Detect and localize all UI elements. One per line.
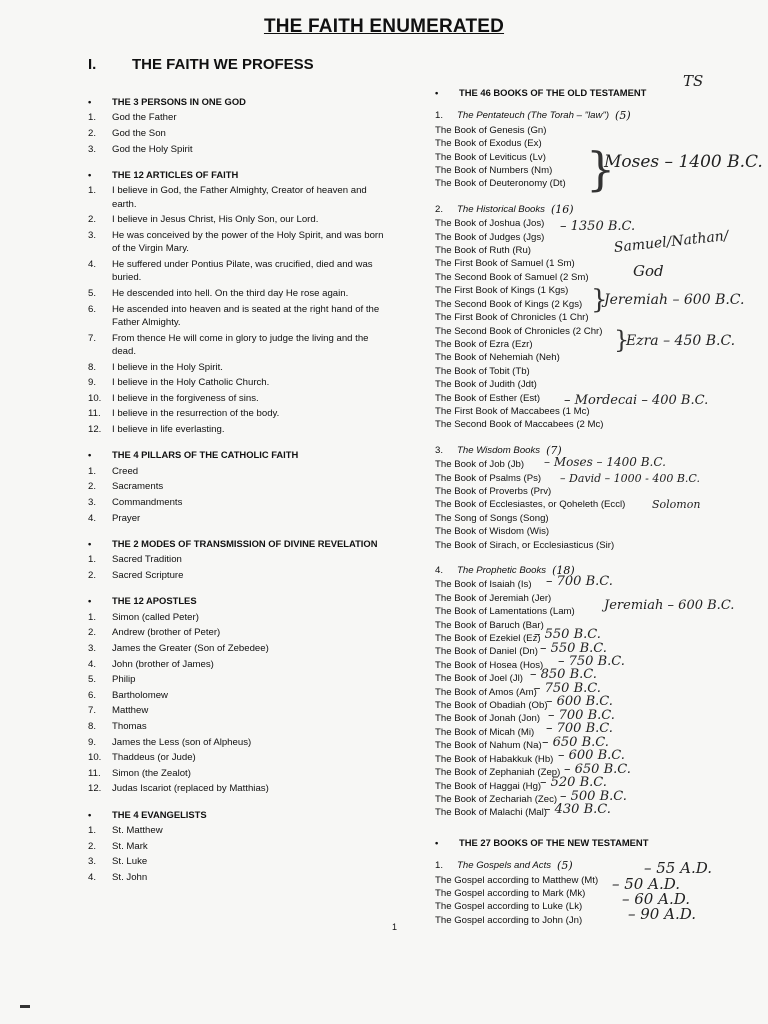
handwritten-job: – Moses – 1400 B.C. <box>544 455 666 469</box>
list-item <box>88 480 388 493</box>
page-number: 1 <box>392 922 398 932</box>
item-text: Creed <box>112 465 139 477</box>
item-text: I believe in God, the Father Almighty, Creator of heaven and earth. <box>112 185 367 210</box>
book-entry: The Book of Jeremiah (Jer) <box>435 592 552 604</box>
book-entry: The Book of Sirach, or Ecclesiasticus (Sir) <box>435 539 615 551</box>
item-text: Thaddeus (or Jude) <box>112 752 196 764</box>
item-number: 1. <box>88 112 97 124</box>
item-text: James the Less (son of Alpheus) <box>112 736 252 748</box>
item-text: I believe in Jesus Christ, His Only Son, our Lord. <box>112 214 319 226</box>
group-heading-the-4-evangelists: • THE 4 EVANGELISTS <box>88 808 207 820</box>
book-group-label: The Gospels and Acts <box>457 860 552 872</box>
item-number: 12. <box>88 423 102 435</box>
item-number: 1. <box>88 465 97 477</box>
item-number: 2. <box>88 481 97 493</box>
book-entry: The Book of Malachi (Mal) <box>435 807 547 819</box>
item-text: I believe in the forgiveness of sins. <box>112 392 259 404</box>
item-number: 9. <box>88 377 97 389</box>
item-text: He was conceived by the power of the Holy Spirit, and was born of the Virgin Mary. <box>112 230 384 255</box>
item-number: 8. <box>88 720 97 732</box>
item-text: I believe in life everlasting. <box>112 423 225 435</box>
group-list <box>88 184 388 436</box>
handwritten-mark: – 50 A.D. <box>612 875 680 893</box>
book-entry: The Book of Esther (Est) <box>435 392 541 404</box>
item-number: 4. <box>88 259 97 270</box>
group-list <box>88 824 388 884</box>
list-item <box>88 287 388 300</box>
item-text: Thomas <box>112 720 147 732</box>
item-number: 4. <box>88 871 97 883</box>
handwritten-samuel-nathan: Samuel/Nathan/ <box>613 228 730 256</box>
item-number: 1. <box>88 611 97 623</box>
book-entry: The Book of Numbers (Nm) <box>435 165 553 177</box>
book-entry: The Book of Habakkuk (Hb) <box>435 753 554 765</box>
book-group-count: (16) <box>550 202 574 216</box>
book-entry: The Book of Nehemiah (Neh) <box>435 352 560 364</box>
handwritten-john: – 90 A.D. <box>628 905 696 923</box>
item-text: Sacred Scripture <box>112 569 184 581</box>
handwritten-brace: } <box>586 142 616 196</box>
handwritten-matthew: – 55 A.D. <box>644 859 712 877</box>
scan-artifact-mark: ▬ <box>20 1000 30 1011</box>
handwritten-solomon: Solomon <box>652 498 701 511</box>
section-heading <box>88 56 314 73</box>
book-entry: The First Book of Maccabees (1 Mc) <box>435 405 590 417</box>
book-group-label: The Prophetic Books <box>457 565 547 576</box>
item-text: Commandments <box>112 496 183 508</box>
list-item <box>88 361 388 374</box>
item-number: 8. <box>88 361 97 373</box>
list-item <box>88 143 388 156</box>
item-text: I believe in the Holy Spirit. <box>112 361 223 373</box>
handwritten-isaiah: – 700 B.C. <box>546 574 613 589</box>
book-entry: The Book of Daniel (Dn) <box>435 646 538 658</box>
handwritten-amos: – 750 B.C. <box>534 681 601 696</box>
list-item <box>88 512 388 525</box>
item-number: 11. <box>88 767 101 779</box>
item-number: 1. <box>88 554 97 566</box>
item-number: 9. <box>88 736 97 748</box>
left-column <box>88 95 388 887</box>
book-entry: The Book of Psalms (Ps) <box>435 472 542 484</box>
book-entry: The Gospel according to Matthew (Mt) <box>435 874 599 886</box>
item-number: 3. <box>88 856 97 868</box>
book-entry: The Book of Judith (Jdt) <box>435 379 537 391</box>
item-text: Simon (called Peter) <box>112 611 199 623</box>
group-heading-the-12-articles-of-faith: • THE 12 ARTICLES OF FAITH <box>88 169 239 180</box>
item-number: 2. <box>88 214 97 226</box>
book-entry: The Second Book of Chronicles (2 Chr) <box>435 325 603 337</box>
section-number: I. <box>88 56 97 73</box>
list-item <box>88 258 388 285</box>
item-text: He descended into hell. On the third day He rose again. <box>112 288 349 299</box>
book-entry: The Book of Wisdom (Wis) <box>435 526 550 538</box>
book-entry: The Second Book of Kings (2 Kgs) <box>435 298 583 310</box>
list-item <box>88 782 388 795</box>
handwritten-god: God <box>633 262 664 280</box>
list-item <box>88 569 388 582</box>
item-text: Philip <box>112 674 136 686</box>
list-item <box>88 553 388 566</box>
list-item <box>88 736 388 749</box>
handwritten-micah: – 700 B.C. <box>546 721 613 736</box>
item-text: St. Luke <box>112 856 148 868</box>
handwritten-hosea: – 750 B.C. <box>558 654 625 669</box>
item-number: 10. <box>88 752 102 764</box>
list-item <box>88 642 388 655</box>
document-title: THE FAITH ENUMERATED <box>263 16 505 37</box>
list-item <box>88 184 388 211</box>
handwritten-obadiah: – 600 B.C. <box>546 694 613 709</box>
item-number: 3. <box>88 642 97 654</box>
list-item <box>88 465 388 478</box>
item-text: St. Matthew <box>112 825 163 837</box>
item-text: St. Mark <box>112 840 148 852</box>
item-text: Sacred Tradition <box>112 554 182 566</box>
handwritten-jonah: – 700 B.C. <box>548 708 615 723</box>
book-entry: The First Book of Chronicles (1 Chr) <box>435 312 589 324</box>
item-text: Bartholomew <box>112 689 168 701</box>
book-group-count: (5) <box>557 859 573 873</box>
handwritten-jeremiah-kings: Jeremiah – 600 B.C. <box>604 292 745 308</box>
item-number: 7. <box>88 705 97 717</box>
group-list <box>88 553 388 582</box>
new-testament-heading: • THE 27 BOOKS OF THE NEW TESTAMENT <box>435 836 649 848</box>
item-text: Matthew <box>112 705 149 717</box>
item-text: James the Greater (Son of Zebedee) <box>112 642 269 654</box>
item-number: 2. <box>88 569 97 581</box>
book-group-count: (5) <box>615 109 631 123</box>
item-text: God the Son <box>112 128 166 139</box>
book-group-label: The Pentateuch (The Torah – "law") <box>457 110 610 122</box>
list-item <box>88 704 388 717</box>
list-item <box>88 407 388 420</box>
handwritten-psalms: – David – 1000 - 400 B.C. <box>560 472 700 485</box>
item-number: 7. <box>88 332 97 344</box>
book-entry: The Book of Jonah (Jon) <box>435 713 541 725</box>
item-text: God the Father <box>112 112 177 124</box>
list-item <box>88 871 388 884</box>
book-entry: The Book of Ecclesiastes, or Qoheleth (Eccl) <box>435 499 626 511</box>
book-entry: The First Book of Kings (1 Kgs) <box>435 285 569 297</box>
item-text: God the Holy Spirit <box>112 143 193 155</box>
item-number: 2. <box>88 128 97 139</box>
book-entry: The Book of Zephaniah (Zep) <box>435 767 561 779</box>
old-testament-heading: • THE 46 BOOKS OF THE OLD TESTAMENT <box>435 87 647 98</box>
list-item <box>88 855 388 868</box>
item-text: I believe in the Holy Catholic Church. <box>112 377 270 389</box>
book-entry: The Book of Haggai (Hg) <box>435 780 542 792</box>
book-entry: The Book of Ruth (Ru) <box>435 245 531 257</box>
book-entry: The Book of Isaiah (Is) <box>435 579 532 591</box>
list-item <box>88 127 388 140</box>
list-item <box>88 229 388 256</box>
handwritten-zephaniah: – 650 B.C. <box>564 762 631 777</box>
list-item <box>88 673 388 686</box>
item-number: 3. <box>88 230 97 241</box>
handwritten-corner-mark: TS <box>683 72 704 90</box>
book-entry: The Book of Genesis (Gn) <box>435 124 547 136</box>
item-number: 2. <box>88 627 97 639</box>
item-text: Judas Iscariot (replaced by Matthias) <box>112 783 269 795</box>
book-entry: The Book of Exodus (Ex) <box>435 138 542 150</box>
group-heading-the-2-modes-of-transmission-of-divine-revelation: • THE 2 MODES OF TRANSMISSION OF DIVINE REVELATION <box>88 537 378 549</box>
list-item <box>88 303 388 330</box>
book-entry: The Book of Ezekiel (Ez) <box>435 633 541 645</box>
list-item <box>88 720 388 733</box>
list-item <box>88 392 388 405</box>
list-item <box>88 658 388 671</box>
item-text: He suffered under Pontius Pilate, was crucified, died and was buried. <box>112 259 373 284</box>
book-entry: The Book of Baruch (Bar) <box>435 619 544 631</box>
book-entry: The Book of Joshua (Jos) <box>435 218 545 230</box>
handwritten-ezra: Ezra – 450 B.C. <box>626 333 736 349</box>
item-number: 5. <box>88 288 97 299</box>
book-group-title <box>435 109 755 122</box>
book-group-number: 2. <box>435 203 444 215</box>
book-entry: The Second Book of Samuel (2 Sm) <box>435 271 589 283</box>
group-list <box>88 611 388 796</box>
handwritten-brace-kings: } <box>591 285 608 315</box>
item-number: 1. <box>88 825 97 837</box>
list-item <box>88 751 388 764</box>
group-list <box>88 111 388 156</box>
handwritten-zechariah: – 500 B.C. <box>560 789 627 804</box>
item-text: Simon (the Zealot) <box>112 767 191 779</box>
item-text: John (brother of James) <box>112 658 214 670</box>
item-number: 3. <box>88 143 97 155</box>
book-entry: The Gospel according to Mark (Mk) <box>435 887 586 899</box>
list-item <box>88 689 388 702</box>
book-entry: The Book of Micah (Mi) <box>435 726 535 738</box>
handwritten-daniel: – 550 B.C. <box>540 641 607 656</box>
item-number: 5. <box>88 674 97 686</box>
section-label: THE FAITH WE PROFESS <box>132 56 314 73</box>
handwritten-luke: – 60 A.D. <box>622 890 690 908</box>
handwritten-nahum: – 650 B.C. <box>542 735 609 750</box>
book-group-count: (18) <box>552 564 575 577</box>
item-number: 6. <box>88 689 97 701</box>
handwritten-mordecai: – Mordecai – 400 B.C. <box>564 393 709 408</box>
handwritten-ezekiel: – 550 B.C. <box>534 627 601 642</box>
list-item <box>88 213 388 226</box>
item-text: Andrew (brother of Peter) <box>112 627 221 639</box>
list-item <box>88 496 388 509</box>
handwritten-habakkuk: – 600 B.C. <box>558 748 625 763</box>
item-number: 4. <box>88 512 97 524</box>
book-group-label: The Wisdom Books <box>457 444 541 456</box>
book-entry: The Gospel according to Luke (Lk) <box>435 901 583 913</box>
list-item <box>88 611 388 624</box>
book-entry: The Book of Obadiah (Ob) <box>435 700 548 712</box>
item-number: 10. <box>88 392 102 404</box>
group-heading-the-4-pillars-of-the-catholic-faith: • THE 4 PILLARS OF THE CATHOLIC FAITH <box>88 449 299 461</box>
book-group-number: 1. <box>435 110 444 122</box>
book-entry: The Book of Judges (Jgs) <box>435 231 545 243</box>
book-entry: The Book of Hosea (Hos) <box>435 659 544 671</box>
list-item <box>88 376 388 389</box>
handwritten-malachi: – 430 B.C. <box>544 802 611 817</box>
book-entry: The Book of Proverbs (Prv) <box>435 485 552 497</box>
book-entry: The Book of Amos (Am) <box>435 686 537 698</box>
handwritten-haggai: – 520 B.C. <box>540 775 607 790</box>
list-item <box>88 767 388 780</box>
group-list <box>88 465 388 525</box>
handwritten-moses: Moses – 1400 B.C. <box>604 152 763 172</box>
group-heading-the-3-persons-in-one-god: • THE 3 PERSONS IN ONE GOD <box>88 96 246 107</box>
book-group-number: 1. <box>435 860 444 872</box>
list-item <box>88 840 388 853</box>
item-number: 1. <box>88 185 97 197</box>
list-item <box>88 626 388 639</box>
book-entry: The Book of Leviticus (Lv) <box>435 151 546 163</box>
item-number: 11. <box>88 408 101 420</box>
item-text: He ascended into heaven and is seated at the right hand of the Father Almighty. <box>112 303 380 328</box>
book-entry: The Book of Tobit (Tb) <box>435 365 530 377</box>
item-number: 6. <box>88 303 97 315</box>
book-entry: The Book of Deuteronomy (Dt) <box>435 178 566 190</box>
book-entry: The Book of Job (Jb) <box>435 459 525 471</box>
handwritten-lamentations: Jeremiah – 600 B.C. <box>604 598 735 613</box>
book-entry: The Book of Ezra (Ezr) <box>435 338 533 350</box>
book-group-label: The Historical Books <box>457 203 545 215</box>
item-text: Prayer <box>112 512 141 524</box>
list-item <box>88 111 388 124</box>
item-text: I believe in the resurrection of the body. <box>112 408 280 420</box>
book-entry: The Book of Joel (Jl) <box>435 673 523 685</box>
handwritten-joel: – 850 B.C. <box>530 667 597 682</box>
item-text: Sacraments <box>112 481 164 493</box>
item-number: 3. <box>88 496 97 508</box>
book-entry: The Song of Songs (Song) <box>435 512 549 524</box>
book-group-count: (7) <box>546 443 562 457</box>
handwritten-joshua-date: – 1350 B.C. <box>560 219 636 234</box>
item-number: 4. <box>88 658 97 670</box>
list-item <box>88 332 388 359</box>
item-number: 2. <box>88 840 97 852</box>
book-entry: The Book of Zechariah (Zec) <box>435 793 558 805</box>
book-group-number: 3. <box>435 444 444 456</box>
list-item <box>88 423 388 436</box>
item-number: 12. <box>88 783 102 795</box>
item-text: From thence He will come in glory to judge the living and the dead. <box>112 332 369 357</box>
book-entry: The Second Book of Maccabees (2 Mc) <box>435 419 604 431</box>
item-text: St. John <box>112 871 148 883</box>
book-group-number: 4. <box>435 565 444 576</box>
handwritten-brace-ezra: } <box>614 326 630 354</box>
book-entry: The Gospel according to John (Jn) <box>435 914 583 926</box>
list-item <box>88 824 388 837</box>
book-entry: The First Book of Samuel (1 Sm) <box>435 258 575 270</box>
book-group-title <box>435 203 755 216</box>
book-entry: The Book of Nahum (Na) <box>435 740 542 752</box>
group-heading-the-12-apostles: • THE 12 APOSTLES <box>88 595 197 607</box>
book-entry: The Book of Lamentations (Lam) <box>435 606 575 618</box>
